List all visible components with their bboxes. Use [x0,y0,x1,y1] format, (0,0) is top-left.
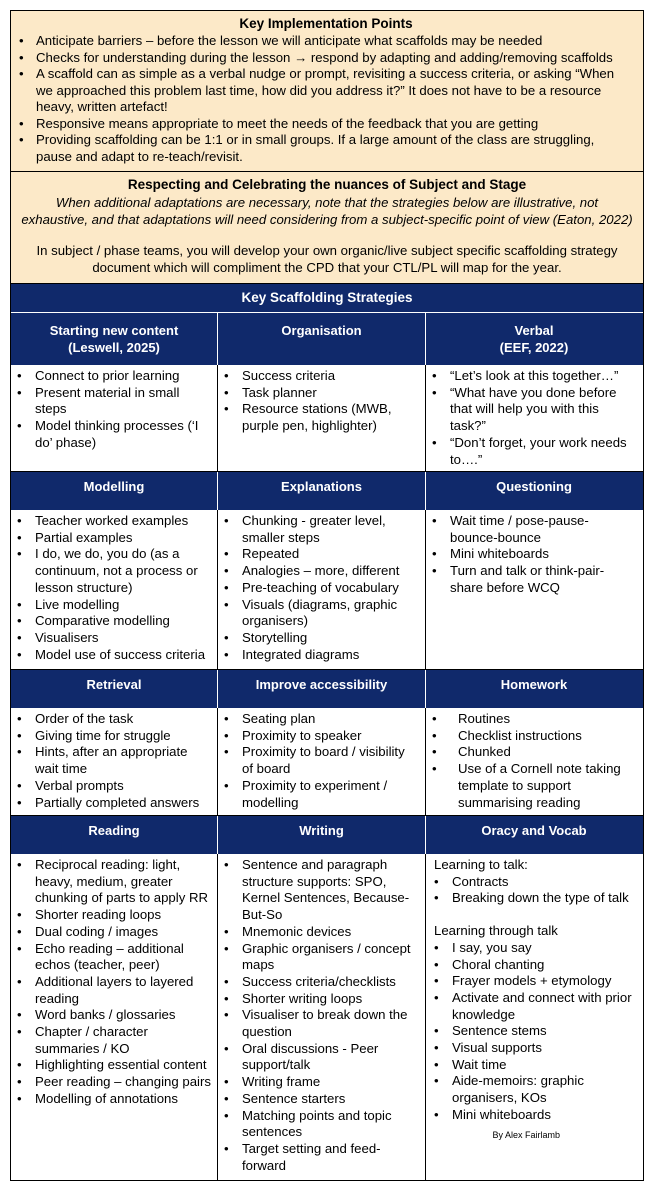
list-item: • Shorter reading loops [17,907,211,924]
list-item: • Proximity to experiment / modelling [224,778,419,811]
author-credit: By Alex Fairlamb [492,1129,560,1140]
cell-homework [426,708,642,815]
list-item: • Highlighting essential content [17,1057,211,1074]
header-modelling: Modelling [11,472,218,510]
list-item: • Additional layers to layered reading [17,974,211,1007]
respecting-italic-note: When additional adaptations are necessary, note that the strategies below are illustrative, not exhaustive, and that adaptations will need considering from a subject-specific point of view (Eaton, 2022) [21,195,633,227]
key-points-title: Key Implementation Points [239,16,413,31]
header-oracy-and-vocab: Oracy and Vocab [481,823,587,838]
list-item: • Mini whiteboards [434,1107,636,1124]
list-item: • Matching points and topic sentences [224,1108,419,1141]
header-line: Verbal [514,323,554,338]
list-item: • Shorter writing loops [224,991,419,1008]
cell-modelling [11,510,218,669]
cell-verbal [426,365,642,471]
list-item: • I say, you say [434,940,636,957]
list-item: • Chunked [432,744,636,761]
header-questioning: Questioning [496,479,572,494]
list-item: • Routines [432,711,636,728]
list-item: • Storytelling [224,630,419,647]
list-item: • Chapter / character summaries / KO [17,1024,211,1057]
cell-questioning [426,510,642,669]
key-point-item: • Providing scaffolding can be 1:1 or in small groups. If a large amount of the class are struggling, pause and adapt to re-teach/revisit. [19,132,633,165]
respecting-title: Respecting and Celebrating the nuances of Subject and Stage [127,177,527,192]
key-implementation-points [11,11,643,172]
list-item: • Breaking down the type of talk [434,890,636,907]
key-point-item: • A scaffold can as simple as a verbal nudge or prompt, revisiting a success criteria, or asking “When we approached this problem last time, how did you address it?” It does not have to be a resource heavy, written artefact! [19,66,633,116]
list-item: • Sentence and paragraph structure supports: SPO, Kernel Sentences, Because-But-So [224,857,419,924]
list-item: • Echo reading – additional echos (teacher, peer) [17,941,211,974]
cell-oracy-and-vocab [426,854,642,1180]
header-improve-accessibility: Improve accessibility [218,670,426,708]
list-item: • Verbal prompts [17,778,211,795]
arrow-right-icon: → [294,49,308,65]
list-item: • Choral chanting [434,957,636,974]
strategies-body-row-3 [11,708,643,816]
header-organisation [218,313,426,365]
learning-through-talk-heading: Learning through talk [434,923,558,939]
list-item: • Seating plan [224,711,419,728]
list-item: • Proximity to speaker [224,728,419,745]
strategies-header-row-4 [11,816,643,854]
header-reading: Reading [11,816,218,854]
key-point-item: • Responsive means appropriate to meet the needs of the feedback that you are getting [19,116,633,133]
list-item: • Order of the task [17,711,211,728]
list-item: • Sentence stems [434,1023,636,1040]
strategies-header-row-3 [11,670,643,708]
scaffolding-document [10,10,644,1181]
key-point-check-start: Checks for understanding during the lesson [36,49,291,65]
list-item: • Checklist instructions [432,728,636,745]
list-item: • Turn and talk or think-pair-share before WCQ [432,563,636,596]
list-item: • Teacher worked examples [17,513,211,530]
list-item: • Mnemonic devices [224,924,419,941]
list-item: • Mini whiteboards [432,546,636,563]
list-item: • Wait time [434,1057,636,1074]
list-item: • Wait time / pose-pause-bounce-bounce [432,513,636,546]
list-item: • Reciprocal reading: light, heavy, medium, greater chunking of parts to apply RR [17,857,211,907]
list-item: • Giving time for struggle [17,728,211,745]
list-item: • Sentence starters [224,1091,419,1108]
list-item: • Analogies – more, different [224,563,419,580]
cell-starting-new-content [11,365,218,471]
header-explanations: Explanations [218,472,426,510]
key-point-item-checks [19,50,633,67]
strategies-header-row-2 [11,472,643,510]
header-line: Starting new content [49,323,179,338]
list-item: • Visual supports [434,1040,636,1057]
strategies-body-row-2 [11,510,643,670]
list-item: • Partial examples [17,530,211,547]
list-item: • Task planner [224,385,419,402]
header-starting-new-content [11,313,218,365]
strategies-header-row-1 [11,313,643,365]
list-item: • Present material in small steps [17,385,211,418]
list-item: • Contracts [434,874,636,891]
strategies-body-row-1 [11,365,643,472]
cell-writing [218,854,426,1180]
cell-reading [11,854,218,1180]
list-item: • Visualisers [17,630,211,647]
list-item: • Comparative modelling [17,613,211,630]
list-item: • “Let’s look at this together…” [432,368,636,385]
list-item: • Oral discussions - Peer support/talk [224,1041,419,1074]
list-item: • Live modelling [17,597,211,614]
respecting-paragraph: In subject / phase teams, you will develop your own organic/live subject specific scaffolding strategy document which will compliment the CPD that your CTL/PL will map for the year. [36,243,618,275]
list-item: • Success criteria [224,368,419,385]
list-item: • Proximity to board / visibility of board [224,744,419,777]
list-item: • Model use of success criteria [17,647,211,664]
list-item: • Target setting and feed-forward [224,1141,419,1174]
list-item: • Dual coding / images [17,924,211,941]
cell-retrieval [11,708,218,815]
list-item: • Use of a Cornell note taking template to support summarising reading [432,761,636,811]
list-item: • Modelling of annotations [17,1091,211,1108]
list-item: • Resource stations (MWB, purple pen, highlighter) [224,401,419,434]
strategies-body-row-4 [11,854,643,1180]
list-item: • Writing frame [224,1074,419,1091]
header-writing: Writing [218,816,426,854]
header-verbal [426,313,642,365]
strategies-title: Key Scaffolding Strategies [11,284,643,313]
list-item: • Pre-teaching of vocabulary [224,580,419,597]
header-citation: (EEF, 2022) [499,340,569,355]
key-point-check-end: respond by adapting and adding/removing scaffolds [307,49,613,65]
strategies-table [11,284,643,1180]
list-item: • Connect to prior learning [17,368,211,385]
list-item: • Model thinking processes (‘I do’ phase) [17,418,211,451]
cell-explanations [218,510,426,669]
list-item: • Partially completed answers [17,795,211,812]
list-item: • “What have you done before that will help you with this task?” [432,385,636,435]
header-citation: (Leswell, 2025) [68,340,160,355]
respecting-nuances-section [11,172,643,284]
list-item: • Peer reading – changing pairs [17,1074,211,1091]
header-retrieval: Retrieval [11,670,218,708]
list-item: • Word banks / glossaries [17,1007,211,1024]
key-point-item: • Anticipate barriers – before the lesson we will anticipate what scaffolds may be needed [19,33,633,50]
list-item: • Visuals (diagrams, graphic organisers) [224,597,419,630]
list-item: • I do, we do, you do (as a continuum, not a process or lesson structure) [17,546,211,596]
list-item: • Graphic organisers / concept maps [224,941,419,974]
learning-to-talk-heading: Learning to talk: [434,857,528,872]
list-item: • Hints, after an appropriate wait time [17,744,211,777]
key-points-list [19,33,633,165]
list-item: • Repeated [224,546,419,563]
list-item: • Success criteria/checklists [224,974,419,991]
list-item: • Visualiser to break down the question [224,1007,419,1040]
list-item: • “Don’t forget, your work needs to….” [432,435,636,468]
cell-improve-accessibility [218,708,426,815]
list-item: • Chunking - greater level, smaller steps [224,513,419,546]
header-line: Organisation [281,323,362,338]
list-item: • Integrated diagrams [224,647,419,664]
list-item: • Activate and connect with prior knowledge [434,990,636,1023]
cell-organisation [218,365,426,471]
header-homework: Homework [500,677,568,692]
list-item: • Frayer models + etymology [434,973,636,990]
list-item: • Aide-memoirs: graphic organisers, KOs [434,1073,636,1106]
